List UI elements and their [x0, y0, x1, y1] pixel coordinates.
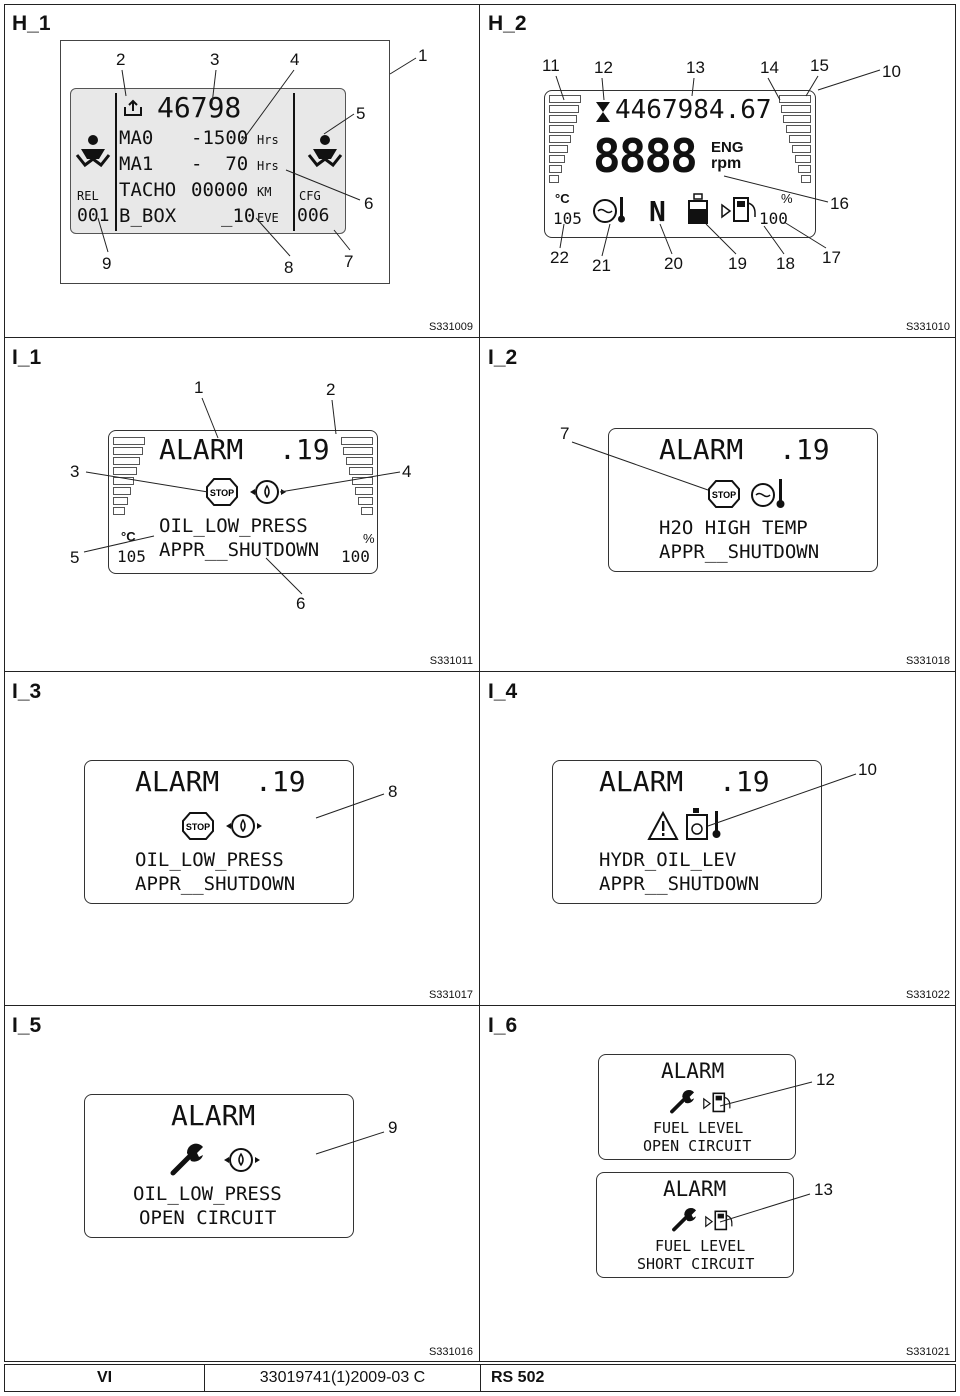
callout: 12	[816, 1070, 835, 1089]
alarm-number: .19	[719, 765, 770, 798]
row-tacho-label: TACHO	[119, 179, 177, 201]
gear-indicator: N	[649, 195, 666, 228]
callout: 18	[776, 254, 795, 273]
lcd-display	[108, 430, 378, 574]
message-line-1: FUEL LEVEL	[653, 1119, 744, 1137]
hours-readout: 4467984.67	[615, 95, 772, 125]
callout: 10	[858, 760, 877, 779]
callout: 6	[364, 194, 374, 213]
callout: 11	[542, 56, 560, 75]
rpm-digits: 8888	[593, 129, 696, 183]
hydraulic-tank-icon	[687, 193, 709, 225]
panel-title: I_1	[12, 346, 42, 369]
row-ma1-label: MA1	[119, 153, 154, 175]
message-line-1: HYDR_OIL_LEV	[599, 849, 737, 871]
callout: 9	[388, 1118, 398, 1137]
panel-i1	[4, 338, 480, 672]
stop-icon	[181, 811, 215, 841]
panel-h2	[480, 4, 956, 338]
panel-title: I_4	[488, 680, 518, 703]
alarm-label: ALARM	[663, 1177, 727, 1201]
row-tacho-value: 00000	[191, 179, 249, 201]
oil-pressure-icon	[249, 477, 287, 507]
callout: 4	[402, 462, 412, 481]
callout: 3	[210, 50, 220, 69]
pct-unit: %	[363, 531, 375, 546]
message-line-1: FUEL LEVEL	[655, 1237, 746, 1255]
oil-pressure-icon	[225, 811, 263, 841]
fuel-pump-icon	[721, 195, 759, 223]
panel-i5	[4, 1006, 480, 1362]
row-ma1-unit: Hrs	[257, 159, 279, 173]
panel-h1	[4, 4, 480, 338]
message-line-2: APPR__SHUTDOWN	[135, 873, 296, 895]
panel-code: S331017	[428, 989, 473, 1001]
panel-code: S331022	[905, 989, 950, 1001]
callout: 17	[822, 248, 841, 267]
callout: 20	[664, 254, 683, 273]
stop-icon-label: STOP	[209, 488, 235, 498]
oil-pressure-icon	[223, 1145, 261, 1175]
message-line-2: OPEN CIRCUIT	[643, 1137, 752, 1155]
row-ma0-label: MA0	[119, 127, 154, 149]
lift-icon	[123, 99, 143, 117]
alarm-number: .19	[255, 765, 306, 798]
callout: 1	[194, 378, 204, 397]
panel-i2	[480, 338, 956, 672]
callout: 8	[388, 782, 398, 801]
lcd-display	[552, 760, 822, 904]
callout: 1	[418, 46, 428, 65]
message-line-2: APPR__SHUTDOWN	[659, 541, 820, 563]
panel-title: I_3	[12, 680, 42, 703]
alarm-label: ALARM	[159, 433, 244, 466]
panel-title: I_6	[488, 1014, 518, 1037]
panel-i6	[480, 1006, 956, 1362]
lcd-display	[608, 428, 878, 572]
callout: 7	[560, 424, 570, 443]
coolant-temp-icon	[593, 195, 627, 225]
row-bbox-unit: EVE	[257, 211, 279, 225]
callout: 13	[814, 1180, 833, 1199]
message-line-1: OIL_LOW_PRESS	[159, 515, 308, 537]
panel-i3	[4, 672, 480, 1006]
row-bbox-value: _10	[221, 205, 256, 227]
message-line-2: APPR__SHUTDOWN	[159, 539, 320, 561]
panel-title: I_2	[488, 346, 518, 369]
panel-code: S331018	[905, 655, 950, 667]
operator-left-icon	[75, 133, 111, 173]
lcd-display	[544, 90, 816, 238]
cfg-label: CFG	[299, 189, 321, 203]
panel-code: S331016	[428, 1346, 473, 1358]
row-bbox-label: B_BOX	[119, 205, 177, 227]
lcd-display-open	[598, 1054, 796, 1160]
hour-counter: 46798	[157, 91, 242, 124]
wrench-icon	[669, 1089, 697, 1115]
rpm-label: rpm	[711, 155, 742, 172]
alarm-label: ALARM	[171, 1099, 256, 1132]
alarm-label: ALARM	[661, 1059, 725, 1083]
left-bargraph	[113, 437, 145, 517]
footer-doc-number: 33019741(1)2009-03 C	[259, 1369, 426, 1386]
cfg-value: 006	[297, 205, 330, 226]
alarm-number: .19	[779, 433, 830, 466]
panel-code: S331011	[429, 655, 473, 667]
callout: 19	[728, 254, 747, 273]
lcd-display-short	[596, 1172, 794, 1278]
message-line-2: OPEN CIRCUIT	[139, 1207, 277, 1229]
footer-doc	[205, 1365, 481, 1391]
panel-title: H_2	[488, 12, 527, 35]
callout: 5	[356, 104, 366, 123]
alarm-label: ALARM	[135, 765, 220, 798]
panel-i4	[480, 672, 956, 1006]
stop-icon-label: STOP	[711, 490, 737, 500]
callout: 3	[70, 462, 80, 481]
alarm-label: ALARM	[599, 765, 684, 798]
temp-unit: °C	[555, 191, 570, 206]
pct-unit: %	[781, 191, 793, 206]
callout: 8	[284, 258, 294, 277]
right-bargraph	[341, 437, 373, 517]
wrench-icon	[169, 1143, 207, 1177]
temp-value: 105	[117, 547, 146, 566]
message-line-2: APPR__SHUTDOWN	[599, 873, 760, 895]
alarm-number: .19	[279, 433, 330, 466]
callout: 2	[116, 50, 126, 69]
footer-section-label: VI	[96, 1369, 113, 1386]
rel-label: REL	[77, 189, 99, 203]
pct-value: 100	[341, 547, 370, 566]
temp-value: 105	[553, 209, 582, 228]
message-line-1: H2O HIGH TEMP	[659, 517, 808, 539]
lcd-display	[84, 1094, 354, 1238]
pct-value: 100	[759, 209, 788, 228]
callout: 16	[830, 194, 849, 213]
message-line-2: SHORT CIRCUIT	[637, 1255, 755, 1273]
callout: 13	[686, 58, 705, 77]
message-line-1: OIL_LOW_PRESS	[133, 1183, 282, 1205]
message-line-1: OIL_LOW_PRESS	[135, 849, 284, 871]
callout: 21	[592, 256, 611, 275]
callout: 10	[882, 62, 901, 81]
warning-icon	[647, 811, 679, 841]
lcd-display	[70, 88, 346, 234]
callout: 2	[326, 380, 336, 399]
callout: 15	[810, 56, 829, 75]
left-bargraph	[549, 95, 581, 185]
row-ma0-unit: Hrs	[257, 133, 279, 147]
footer	[4, 1364, 956, 1392]
panel-code: S331009	[428, 321, 473, 333]
panel-title: H_1	[12, 12, 51, 35]
wrench-icon	[671, 1207, 699, 1233]
panel-code: S331021	[905, 1346, 950, 1358]
stop-icon	[707, 479, 741, 509]
alarm-label: ALARM	[659, 433, 744, 466]
callout: 22	[550, 248, 569, 267]
row-ma0-value: -1500	[191, 127, 249, 149]
row-tacho-unit: KM	[257, 185, 272, 199]
row-ma1-value: - 70	[191, 153, 249, 175]
callout: 6	[296, 594, 306, 613]
eng-label: ENG	[711, 139, 744, 156]
footer-model	[481, 1365, 681, 1391]
callout: 5	[70, 548, 80, 567]
coolant-temp-icon	[749, 477, 789, 511]
stop-icon-label: STOP	[185, 822, 211, 832]
hydraulic-oil-icon	[685, 807, 725, 841]
callout: 14	[760, 58, 779, 77]
temp-unit: °C	[121, 529, 136, 544]
rel-value: 001	[77, 205, 110, 226]
callout: 9	[102, 254, 112, 273]
fuel-pump-icon	[703, 1089, 733, 1115]
stop-icon	[205, 477, 239, 507]
panel-code: S331010	[905, 321, 950, 333]
panel-title: I_5	[12, 1014, 42, 1037]
callout: 7	[344, 252, 354, 271]
callout: 4	[290, 50, 300, 69]
right-bargraph	[779, 95, 811, 185]
footer-section	[5, 1365, 205, 1391]
lcd-display	[84, 760, 354, 904]
footer-model-name: RS 502	[491, 1369, 545, 1386]
callout: 12	[594, 58, 613, 77]
operator-right-icon	[307, 133, 343, 173]
hourglass-icon	[595, 101, 611, 123]
fuel-pump-icon	[705, 1207, 735, 1233]
